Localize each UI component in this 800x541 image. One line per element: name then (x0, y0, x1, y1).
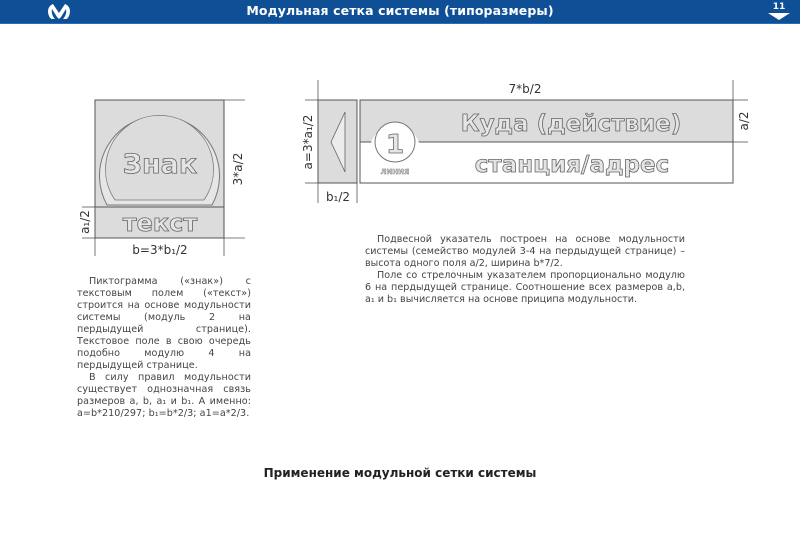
action-label: Куда (действие) (460, 111, 682, 137)
right-paragraph: Поле со стрелочным указателем пропорционально модулю 6 на пердыдущей странице. Соотношение всех размеров a,b, a₁ и b₁ вычисляется на основе приципа модульности. (365, 270, 685, 305)
dim-width-label: b=3*b₁/2 (132, 243, 188, 257)
left-paragraph: В силу правил модульности существует однозначная связь размеров a, b, a₁ и b₁. А именно: a=b*210/297; b₁=b*2/3; a1=a*2/3. (77, 372, 251, 419)
left-description (77, 276, 251, 420)
page-number: 11 (772, 2, 786, 12)
station-label: станция/адрес (474, 152, 670, 178)
hanging-sign-diagram (301, 80, 751, 204)
dim-height-label: a=3*a₁/2 (301, 114, 315, 170)
left-paragraph: Пиктограмма («знак») с текстовым полем («текст») строится на основе модульности системы (модуль 2 на пердыдущей странице). Текстовое поле в свою очередь подобно модулю 4 на пердыдущей странице. (77, 276, 251, 371)
dim-arrow-width-label: b₁/2 (325, 190, 351, 204)
sign-label: Знак (122, 149, 198, 180)
line-number: 1 (385, 130, 405, 160)
line-caption: ЛИНИЯ (380, 168, 410, 176)
dim-total-width-label: 7*b/2 (508, 82, 542, 96)
right-description (365, 234, 685, 306)
text-field-label: текст (122, 209, 198, 237)
dim-field-height-label: a/2 (737, 111, 751, 131)
page-title: Модульная сетка системы (типоразмеры) (246, 3, 554, 18)
pictogram-diagram (78, 100, 245, 257)
right-paragraph: Подвесной указатель построен на основе модульности системы (семейство модулей 3-4 на пердыдущей странице) – высота одного поля a/2, ширина b*7/2. (365, 234, 685, 269)
section-title: Применение модульной сетки системы (263, 466, 537, 480)
dim-height-label: 3*a/2 (231, 152, 245, 186)
dim-text-height-label: a₁/2 (78, 210, 92, 234)
